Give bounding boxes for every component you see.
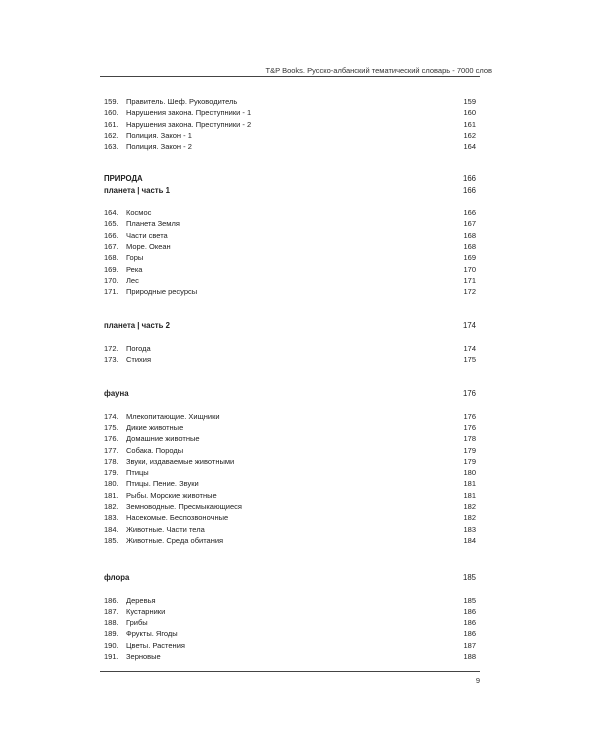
entry-number: 167.: [104, 241, 119, 251]
toc-entry[interactable]: [104, 96, 476, 107]
toc-entry[interactable]: [104, 640, 476, 651]
entry-page: 162: [463, 130, 476, 140]
toc-entry[interactable]: [104, 606, 476, 617]
entry-page: 182: [463, 502, 476, 512]
entry-title: Полиция. Закон - 2: [126, 142, 192, 152]
toc-entry[interactable]: [104, 141, 476, 152]
entry-title: Горы: [126, 253, 144, 263]
section-heading[interactable]: [104, 185, 476, 196]
toc-entry[interactable]: [104, 512, 476, 523]
entry-page: 161: [463, 119, 476, 129]
entry-title: Полиция. Закон - 1: [126, 130, 192, 140]
entry-page: 174: [463, 343, 476, 353]
entry-page: 188: [463, 651, 476, 661]
entry-page: 186: [463, 629, 476, 639]
entry-page: 170: [463, 264, 476, 274]
entry-page: 169: [463, 253, 476, 263]
entry-number: 189.: [104, 629, 119, 639]
entry-title: Нарушения закона. Преступники - 2: [126, 119, 252, 129]
toc-entry[interactable]: [104, 524, 476, 535]
toc-entry[interactable]: [104, 207, 476, 218]
entry-number: 164.: [104, 208, 119, 218]
toc-entry[interactable]: [104, 422, 476, 433]
entry-title: Дикие животные: [126, 422, 184, 432]
entry-page: 164: [463, 142, 476, 152]
entry-title: Лес: [126, 275, 139, 285]
entry-number: 161.: [104, 119, 119, 129]
entry-number: 160.: [104, 108, 119, 118]
toc-entry[interactable]: [104, 275, 476, 286]
entry-number: 188.: [104, 618, 119, 628]
toc-entry[interactable]: [104, 264, 476, 275]
entry-number: 168.: [104, 253, 119, 263]
toc-entry[interactable]: [104, 230, 476, 241]
entry-number: 186.: [104, 595, 119, 605]
section-title: фауна: [104, 389, 129, 399]
entry-page: 178: [463, 434, 476, 444]
entry-page: 176: [463, 422, 476, 432]
entry-title: Стихия: [126, 355, 152, 365]
entry-page: 171: [463, 275, 476, 285]
entry-title: Птицы: [126, 468, 149, 478]
entry-title: Планета Земля: [126, 219, 180, 229]
toc-entry[interactable]: [104, 478, 476, 489]
toc-entry[interactable]: [104, 119, 476, 130]
entry-page: 172: [463, 287, 476, 297]
section-heading[interactable]: [104, 572, 476, 583]
toc-entry[interactable]: [104, 354, 476, 365]
entry-number: 174.: [104, 411, 119, 421]
entry-title: Цветы. Растения: [126, 640, 185, 650]
toc-entry[interactable]: [104, 467, 476, 478]
entry-page: 181: [463, 490, 476, 500]
entry-title: Море. Океан: [126, 241, 171, 251]
entry-number: 181.: [104, 490, 119, 500]
entry-number: 170.: [104, 275, 119, 285]
entry-page: 187: [463, 640, 476, 650]
entry-number: 183.: [104, 513, 119, 523]
header-rule: [100, 76, 480, 77]
entry-page: 181: [463, 479, 476, 489]
entry-title: Нарушения закона. Преступники - 1: [126, 108, 252, 118]
entry-title: Космос: [126, 208, 152, 218]
entry-number: 175.: [104, 422, 119, 432]
toc-entry[interactable]: [104, 490, 476, 501]
entry-number: 179.: [104, 468, 119, 478]
entry-number: 173.: [104, 355, 119, 365]
entry-title: Части света: [126, 230, 168, 240]
part-heading[interactable]: [104, 173, 476, 184]
entry-page: 167: [463, 219, 476, 229]
entry-number: 169.: [104, 264, 119, 274]
toc-entry[interactable]: [104, 107, 476, 118]
running-header: T&P Books. Русско-албанский тематический словарь - 7000 слов: [265, 66, 492, 75]
entry-number: 171.: [104, 287, 119, 297]
toc-entry[interactable]: [104, 445, 476, 456]
part-page: 166: [462, 174, 476, 184]
entry-number: 178.: [104, 456, 119, 466]
entry-title: Кустарники: [126, 606, 166, 616]
entry-page: 175: [463, 355, 476, 365]
table-of-contents: [104, 96, 476, 662]
entry-number: 165.: [104, 219, 119, 229]
section-heading[interactable]: [104, 320, 476, 331]
entry-title: Правитель. Шеф. Руководитель: [126, 97, 238, 106]
entry-title: Река: [126, 264, 143, 274]
toc-entry[interactable]: [104, 456, 476, 467]
toc-entry[interactable]: [104, 501, 476, 512]
entry-page: 186: [463, 618, 476, 628]
entry-number: 182.: [104, 502, 119, 512]
entry-number: 190.: [104, 640, 119, 650]
toc-entry[interactable]: [104, 411, 476, 422]
entry-page: 184: [463, 535, 476, 545]
entry-page: 168: [463, 230, 476, 240]
entry-number: 166.: [104, 230, 119, 240]
section-page: 166: [462, 185, 476, 195]
entry-page: 160: [463, 108, 476, 118]
part-title: ПРИРОДА: [104, 174, 143, 184]
entry-title: Погода: [126, 343, 151, 353]
entry-number: 172.: [104, 343, 119, 353]
entry-title: Насекомые. Беспозвоночные: [126, 513, 229, 523]
entry-number: 180.: [104, 479, 119, 489]
entry-title: Собака. Породы: [126, 445, 184, 455]
entry-title: Природные ресурсы: [126, 287, 198, 297]
entry-title: Животные. Среда обитания: [126, 535, 224, 545]
section-title: планета | часть 2: [104, 321, 170, 331]
entry-number: 177.: [104, 445, 119, 455]
entry-title: Рыбы. Морские животные: [126, 490, 217, 500]
section-page: 174: [462, 321, 476, 331]
entry-title: Деревья: [126, 595, 156, 605]
entry-page: 168: [463, 241, 476, 251]
footer-rule: [100, 671, 480, 672]
entry-title: Домашние животные: [126, 434, 200, 444]
entry-page: 183: [463, 524, 476, 534]
toc-entry[interactable]: [104, 617, 476, 628]
toc-entry[interactable]: [104, 241, 476, 252]
section-heading[interactable]: [104, 388, 476, 399]
entry-number: 163.: [104, 142, 119, 152]
entry-title: Птицы. Пение. Звуки: [126, 479, 199, 489]
entry-page: 166: [463, 208, 476, 218]
entry-number: 184.: [104, 524, 119, 534]
toc-entry[interactable]: [104, 433, 476, 444]
toc-entry[interactable]: [104, 286, 476, 297]
toc-entry[interactable]: [104, 252, 476, 263]
section-title: флора: [104, 573, 130, 583]
entry-page: 159: [463, 97, 476, 106]
entry-number: 191.: [104, 651, 119, 661]
entry-number: 187.: [104, 606, 119, 616]
entry-page: 180: [463, 468, 476, 478]
entry-page: 182: [463, 513, 476, 523]
entry-number: 159.: [104, 97, 119, 106]
entry-title: Млекопитающие. Хищники: [126, 411, 220, 421]
entry-number: 162.: [104, 130, 119, 140]
entry-page: 176: [463, 411, 476, 421]
entry-number: 185.: [104, 535, 119, 545]
section-page: 185: [462, 573, 476, 583]
entry-title: Земноводные. Пресмыкающиеся: [126, 502, 242, 512]
entry-title: Животные. Части тела: [126, 524, 205, 534]
entry-title: Звуки, издаваемые животными: [126, 456, 235, 466]
toc-entry[interactable]: [104, 595, 476, 606]
entry-page: 186: [463, 606, 476, 616]
entry-page: 179: [463, 456, 476, 466]
toc-entry[interactable]: [104, 343, 476, 354]
entry-page: 185: [463, 595, 476, 605]
entry-number: 176.: [104, 434, 119, 444]
entry-title: Зерновые: [126, 651, 161, 661]
toc-entry[interactable]: [104, 535, 476, 546]
entry-title: Фрукты. Ягоды: [126, 629, 178, 639]
toc-entry[interactable]: [104, 651, 476, 662]
entry-title: Грибы: [126, 618, 148, 628]
entry-page: 179: [463, 445, 476, 455]
section-title: планета | часть 1: [104, 185, 170, 195]
toc-entry[interactable]: [104, 130, 476, 141]
toc-entry[interactable]: [104, 628, 476, 639]
section-page: 176: [462, 389, 476, 399]
page-number: 9: [475, 676, 480, 685]
toc-entry[interactable]: [104, 218, 476, 229]
